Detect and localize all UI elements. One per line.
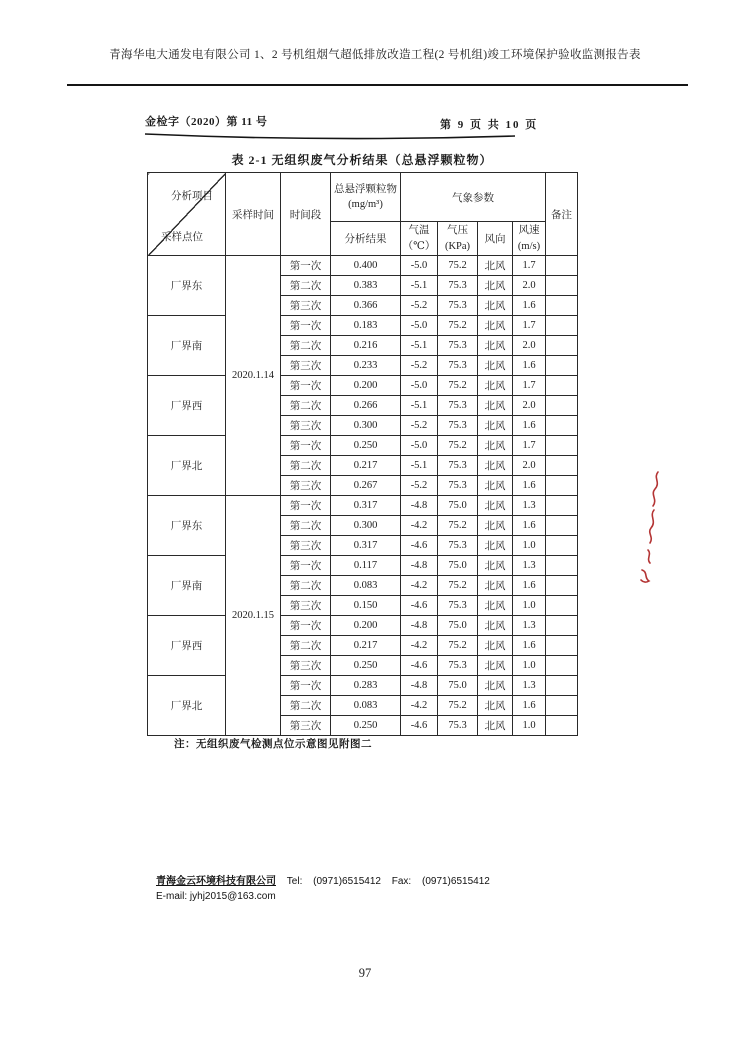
wind-dir-cell: 北风 <box>478 336 513 356</box>
header-wind-speed <box>513 222 546 256</box>
wind-dir-cell: 北风 <box>478 376 513 396</box>
result-cell: 0.200 <box>331 376 401 396</box>
remark-cell <box>546 336 578 356</box>
remark-cell <box>546 556 578 576</box>
temp-cell: -4.8 <box>401 496 438 516</box>
result-cell: 0.250 <box>331 436 401 456</box>
remark-cell <box>546 476 578 496</box>
wind-speed-cell: 1.3 <box>513 556 546 576</box>
result-cell: 0.083 <box>331 696 401 716</box>
wind-dir-cell: 北风 <box>478 356 513 376</box>
remark-cell <box>546 496 578 516</box>
period-cell: 第二次 <box>281 516 331 536</box>
pressure-cell: 75.3 <box>438 476 478 496</box>
remark-cell <box>546 576 578 596</box>
period-cell: 第三次 <box>281 296 331 316</box>
location-cell: 厂界东 <box>148 256 226 316</box>
wind-speed-cell: 1.6 <box>513 636 546 656</box>
period-cell: 第二次 <box>281 576 331 596</box>
remark-cell <box>546 296 578 316</box>
result-cell: 0.283 <box>331 676 401 696</box>
header-sampling-time: 采样时间 <box>226 173 281 256</box>
date-cell: 2020.1.15 <box>226 496 281 736</box>
header-temp-label: 气温 <box>408 225 430 237</box>
temp-cell: -4.2 <box>401 516 438 536</box>
period-cell: 第一次 <box>281 556 331 576</box>
location-cell: 厂界北 <box>148 436 226 496</box>
pressure-cell: 75.2 <box>438 376 478 396</box>
pressure-cell: 75.3 <box>438 356 478 376</box>
header-pressure <box>438 222 478 256</box>
wind-dir-cell: 北风 <box>478 496 513 516</box>
result-cell: 0.183 <box>331 316 401 336</box>
pressure-cell: 75.3 <box>438 336 478 356</box>
wind-speed-cell: 1.7 <box>513 436 546 456</box>
footer-fax-label: Fax: <box>391 876 412 887</box>
wind-speed-cell: 1.6 <box>513 356 546 376</box>
result-cell: 0.217 <box>331 636 401 656</box>
temp-cell: -4.8 <box>401 556 438 576</box>
result-cell: 0.233 <box>331 356 401 376</box>
wind-dir-cell: 北风 <box>478 316 513 336</box>
wind-speed-cell: 1.7 <box>513 256 546 276</box>
header-pressure-label: 气压 <box>447 225 468 237</box>
remark-cell <box>546 656 578 676</box>
period-cell: 第三次 <box>281 716 331 736</box>
result-cell: 0.083 <box>331 576 401 596</box>
analysis-results-table <box>147 172 578 736</box>
temp-cell: -5.0 <box>401 436 438 456</box>
period-cell: 第二次 <box>281 636 331 656</box>
temp-cell: -5.2 <box>401 296 438 316</box>
wind-speed-cell: 1.6 <box>513 576 546 596</box>
wind-speed-cell: 1.0 <box>513 596 546 616</box>
pressure-cell: 75.2 <box>438 316 478 336</box>
period-cell: 第一次 <box>281 616 331 636</box>
temp-cell: -5.1 <box>401 456 438 476</box>
header-remark: 备注 <box>546 173 578 256</box>
wind-speed-cell: 1.0 <box>513 716 546 736</box>
table-note: 注：无组织废气检测点位示意图见附图二 <box>174 739 372 750</box>
period-cell: 第二次 <box>281 336 331 356</box>
wind-speed-cell: 1.7 <box>513 376 546 396</box>
wind-dir-cell: 北风 <box>478 476 513 496</box>
wind-dir-cell: 北风 <box>478 596 513 616</box>
footer-contact-line <box>156 872 626 887</box>
header-analysis-item-label: 分析项目 <box>171 191 213 202</box>
period-cell: 第一次 <box>281 496 331 516</box>
doc-number-rule <box>144 131 516 141</box>
wind-dir-cell: 北风 <box>478 436 513 456</box>
result-cell: 0.366 <box>331 296 401 316</box>
header-weather-params: 气象参数 <box>401 173 546 222</box>
header-pressure-unit: (KPa) <box>444 240 471 252</box>
wind-dir-cell: 北风 <box>478 696 513 716</box>
remark-cell <box>546 456 578 476</box>
remark-cell <box>546 416 578 436</box>
remark-cell <box>546 636 578 656</box>
pressure-cell: 75.2 <box>438 696 478 716</box>
wind-dir-cell: 北风 <box>478 636 513 656</box>
result-cell: 0.217 <box>331 456 401 476</box>
header-temp <box>401 222 438 256</box>
temp-cell: -4.2 <box>401 696 438 716</box>
wind-dir-cell: 北风 <box>478 396 513 416</box>
remark-cell <box>546 716 578 736</box>
location-cell: 厂界南 <box>148 316 226 376</box>
footer-tel: (0971)6515412 <box>313 876 381 887</box>
pressure-cell: 75.0 <box>438 496 478 516</box>
period-cell: 第二次 <box>281 276 331 296</box>
result-cell: 0.117 <box>331 556 401 576</box>
pressure-cell: 75.0 <box>438 676 478 696</box>
pressure-cell: 75.3 <box>438 456 478 476</box>
pressure-cell: 75.3 <box>438 276 478 296</box>
table-body <box>148 256 578 736</box>
result-cell: 0.383 <box>331 276 401 296</box>
location-cell: 厂界北 <box>148 676 226 736</box>
wind-dir-cell: 北风 <box>478 416 513 436</box>
table-row <box>148 376 578 396</box>
pressure-cell: 75.2 <box>438 256 478 276</box>
result-cell: 0.250 <box>331 656 401 676</box>
remark-cell <box>546 536 578 556</box>
wind-speed-cell: 2.0 <box>513 336 546 356</box>
remark-cell <box>546 376 578 396</box>
wind-dir-cell: 北风 <box>478 716 513 736</box>
remark-cell <box>546 276 578 296</box>
result-cell: 0.250 <box>331 716 401 736</box>
footer-email-label: E-mail: <box>156 891 188 902</box>
temp-cell: -4.6 <box>401 536 438 556</box>
result-cell: 0.150 <box>331 596 401 616</box>
result-cell: 0.200 <box>331 616 401 636</box>
wind-dir-cell: 北风 <box>478 456 513 476</box>
wind-dir-cell: 北风 <box>478 576 513 596</box>
remark-cell <box>546 396 578 416</box>
header-rule <box>67 84 688 86</box>
table-title: 表 2-1 无组织废气分析结果（总悬浮颗粒物） <box>231 153 493 167</box>
wind-speed-cell: 1.6 <box>513 696 546 716</box>
temp-cell: -5.2 <box>401 476 438 496</box>
report-header-title: 青海华电大通发电有限公司 1、2 号机组烟气超低排放改造工程(2 号机组)竣工环境保护验收监测报告表 <box>109 49 641 61</box>
header-diagonal-cell <box>148 173 226 256</box>
wind-speed-cell: 1.7 <box>513 316 546 336</box>
location-cell: 厂界南 <box>148 556 226 616</box>
footer-email-line <box>156 891 626 902</box>
page-indicator: 第 9 页 共 10 页 <box>440 119 539 131</box>
red-handwriting-annotation <box>634 466 668 586</box>
remark-cell <box>546 256 578 276</box>
wind-speed-cell: 1.3 <box>513 676 546 696</box>
result-cell: 0.267 <box>331 476 401 496</box>
remark-cell <box>546 516 578 536</box>
pressure-cell: 75.0 <box>438 616 478 636</box>
table-row <box>148 676 578 696</box>
wind-dir-cell: 北风 <box>478 676 513 696</box>
pressure-cell: 75.3 <box>438 396 478 416</box>
period-cell: 第一次 <box>281 376 331 396</box>
result-cell: 0.300 <box>331 516 401 536</box>
result-cell: 0.300 <box>331 416 401 436</box>
pressure-cell: 75.3 <box>438 596 478 616</box>
period-cell: 第一次 <box>281 676 331 696</box>
wind-speed-cell: 2.0 <box>513 456 546 476</box>
wind-dir-cell: 北风 <box>478 276 513 296</box>
wind-speed-cell: 1.6 <box>513 516 546 536</box>
temp-cell: -5.1 <box>401 276 438 296</box>
pressure-cell: 75.3 <box>438 296 478 316</box>
period-cell: 第三次 <box>281 536 331 556</box>
temp-cell: -5.0 <box>401 256 438 276</box>
pressure-cell: 75.0 <box>438 556 478 576</box>
wind-speed-cell: 2.0 <box>513 276 546 296</box>
header-sampling-point-label: 采样点位 <box>161 232 203 243</box>
temp-cell: -5.0 <box>401 376 438 396</box>
wind-speed-cell: 1.6 <box>513 476 546 496</box>
table-row <box>148 316 578 336</box>
pressure-cell: 75.2 <box>438 636 478 656</box>
remark-cell <box>546 696 578 716</box>
period-cell: 第一次 <box>281 256 331 276</box>
wind-dir-cell: 北风 <box>478 536 513 556</box>
location-cell: 厂界西 <box>148 616 226 676</box>
remark-cell <box>546 616 578 636</box>
result-cell: 0.317 <box>331 496 401 516</box>
period-cell: 第一次 <box>281 316 331 336</box>
result-cell: 0.266 <box>331 396 401 416</box>
location-cell: 厂界西 <box>148 376 226 436</box>
wind-speed-cell: 2.0 <box>513 396 546 416</box>
footer-email: jyhj2015@163.com <box>189 891 276 902</box>
header-tsp-unit: (mg/m³) <box>348 199 383 210</box>
header-wind-speed-unit: (m/s) <box>517 240 541 252</box>
header-row-1 <box>148 173 578 222</box>
temp-cell: -4.2 <box>401 636 438 656</box>
period-cell: 第三次 <box>281 596 331 616</box>
table-row <box>148 256 578 276</box>
wind-dir-cell: 北风 <box>478 256 513 276</box>
pressure-cell: 75.3 <box>438 716 478 736</box>
period-cell: 第三次 <box>281 656 331 676</box>
header-tsp-title: 总悬浮颗粒物 <box>334 183 397 195</box>
wind-speed-cell: 1.6 <box>513 416 546 436</box>
pressure-cell: 75.3 <box>438 656 478 676</box>
pressure-cell: 75.2 <box>438 516 478 536</box>
header-period: 时间段 <box>281 173 331 256</box>
temp-cell: -4.6 <box>401 716 438 736</box>
header-wind-dir: 风向 <box>478 222 513 256</box>
temp-cell: -4.6 <box>401 596 438 616</box>
period-cell: 第一次 <box>281 436 331 456</box>
temp-cell: -5.0 <box>401 316 438 336</box>
period-cell: 第三次 <box>281 356 331 376</box>
header-analysis-result: 分析结果 <box>331 222 401 256</box>
footer-fax: (0971)6515412 <box>421 876 490 887</box>
wind-dir-cell: 北风 <box>478 616 513 636</box>
wind-dir-cell: 北风 <box>478 516 513 536</box>
pressure-cell: 75.2 <box>438 436 478 456</box>
footer <box>156 872 626 902</box>
period-cell: 第二次 <box>281 396 331 416</box>
pressure-cell: 75.3 <box>438 416 478 436</box>
footer-company: 青海金云环境科技有限公司 <box>156 876 276 887</box>
page-number: 97 <box>358 966 372 980</box>
wind-speed-cell: 1.0 <box>513 656 546 676</box>
temp-cell: -5.2 <box>401 416 438 436</box>
period-cell: 第三次 <box>281 416 331 436</box>
period-cell: 第二次 <box>281 696 331 716</box>
remark-cell <box>546 316 578 336</box>
wind-dir-cell: 北风 <box>478 296 513 316</box>
temp-cell: -4.8 <box>401 616 438 636</box>
doc-number: 金检字（2020）第 11 号 <box>145 116 268 128</box>
header-tsp <box>331 173 401 222</box>
remark-cell <box>546 596 578 616</box>
temp-cell: -5.1 <box>401 336 438 356</box>
table-row <box>148 616 578 636</box>
result-cell: 0.317 <box>331 536 401 556</box>
remark-cell <box>546 676 578 696</box>
pressure-cell: 75.2 <box>438 576 478 596</box>
result-cell: 0.400 <box>331 256 401 276</box>
remark-cell <box>546 436 578 456</box>
temp-cell: -5.2 <box>401 356 438 376</box>
wind-speed-cell: 1.6 <box>513 296 546 316</box>
remark-cell <box>546 356 578 376</box>
table-row <box>148 436 578 456</box>
temp-cell: -4.2 <box>401 576 438 596</box>
wind-speed-cell: 1.3 <box>513 496 546 516</box>
wind-speed-cell: 1.0 <box>513 536 546 556</box>
date-cell: 2020.1.14 <box>226 256 281 496</box>
header-temp-unit: （℃） <box>402 240 436 252</box>
wind-dir-cell: 北风 <box>478 656 513 676</box>
period-cell: 第三次 <box>281 476 331 496</box>
temp-cell: -5.1 <box>401 396 438 416</box>
wind-dir-cell: 北风 <box>478 556 513 576</box>
result-cell: 0.216 <box>331 336 401 356</box>
period-cell: 第二次 <box>281 456 331 476</box>
header-wind-speed-label: 风速 <box>518 225 540 237</box>
pressure-cell: 75.3 <box>438 536 478 556</box>
wind-speed-cell: 1.3 <box>513 616 546 636</box>
table-row <box>148 496 578 516</box>
temp-cell: -4.8 <box>401 676 438 696</box>
table-row <box>148 556 578 576</box>
footer-tel-label: Tel: <box>286 876 303 887</box>
temp-cell: -4.6 <box>401 656 438 676</box>
location-cell: 厂界东 <box>148 496 226 556</box>
